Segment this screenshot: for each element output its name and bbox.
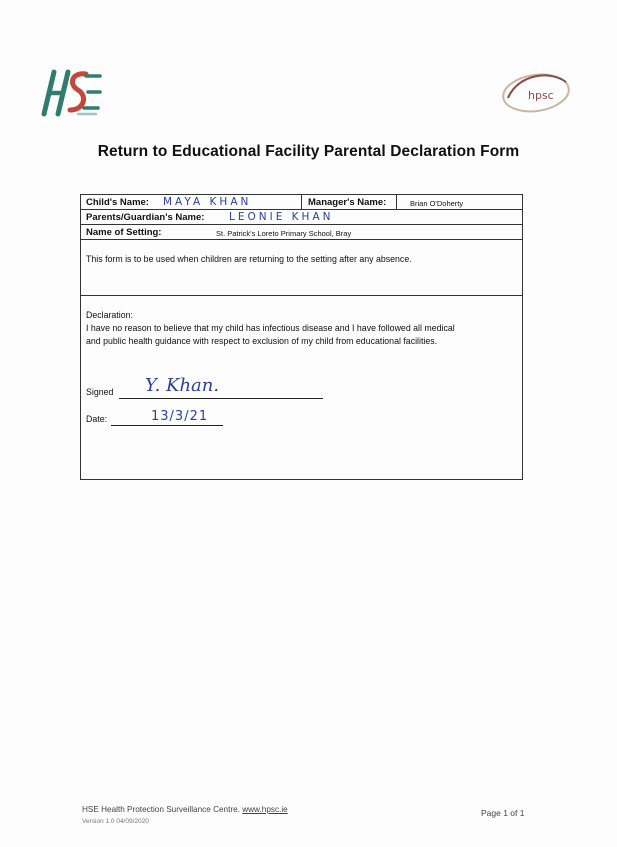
column-divider xyxy=(396,195,397,209)
declaration-form xyxy=(80,194,523,480)
declaration-text-line2: and public health guidance with respect to exclusion of my child from educational facilities. xyxy=(86,336,438,346)
manager-name-value[interactable]: Brian O'Doherty xyxy=(410,199,464,208)
hpsc-logo-text: hpsc xyxy=(528,89,554,102)
declaration-text-line1: I have no reason to believe that my child has infectious disease and I have followed all medical xyxy=(86,323,455,333)
signature-value[interactable]: Y. Khan. xyxy=(145,375,220,396)
signature-line xyxy=(119,398,323,399)
row-divider xyxy=(81,209,522,210)
footer-version: Version 1.0 04/09/2020 xyxy=(82,818,149,825)
column-divider xyxy=(301,195,302,209)
hpsc-logo xyxy=(498,68,572,114)
guardian-name-value[interactable]: LEONIE KHAN xyxy=(229,211,334,223)
child-name-value[interactable]: MAYA KHAN xyxy=(163,196,252,208)
guardian-name-label: Parents/Guardian's Name: xyxy=(86,212,205,223)
date-value[interactable]: 13/3/21 xyxy=(151,409,209,424)
signed-label: Signed xyxy=(86,387,114,397)
date-label: Date: xyxy=(86,414,108,424)
manager-name-label: Manager's Name: xyxy=(308,197,387,208)
row-divider xyxy=(81,295,522,296)
page-number: Page 1 of 1 xyxy=(481,808,525,818)
declaration-heading: Declaration: xyxy=(86,310,133,320)
setting-name-label: Name of Setting: xyxy=(86,227,162,238)
usage-note: This form is to be used when children are returning to the setting after any absence. xyxy=(86,254,412,264)
child-name-label: Child's Name: xyxy=(86,197,149,208)
hse-logo xyxy=(38,66,104,118)
date-line xyxy=(111,425,223,426)
row-divider xyxy=(81,239,522,240)
footer-org-text: HSE Health Protection Surveillance Centre. xyxy=(82,805,240,814)
setting-name-value[interactable]: St. Patrick's Loreto Primary School, Bray xyxy=(216,229,352,238)
hpsc-website-link[interactable]: www.hpsc.ie xyxy=(242,805,288,814)
page-title: Return to Educational Facility Parental Declaration Form xyxy=(97,143,520,160)
row-divider xyxy=(81,224,522,225)
footer-org xyxy=(82,805,288,814)
